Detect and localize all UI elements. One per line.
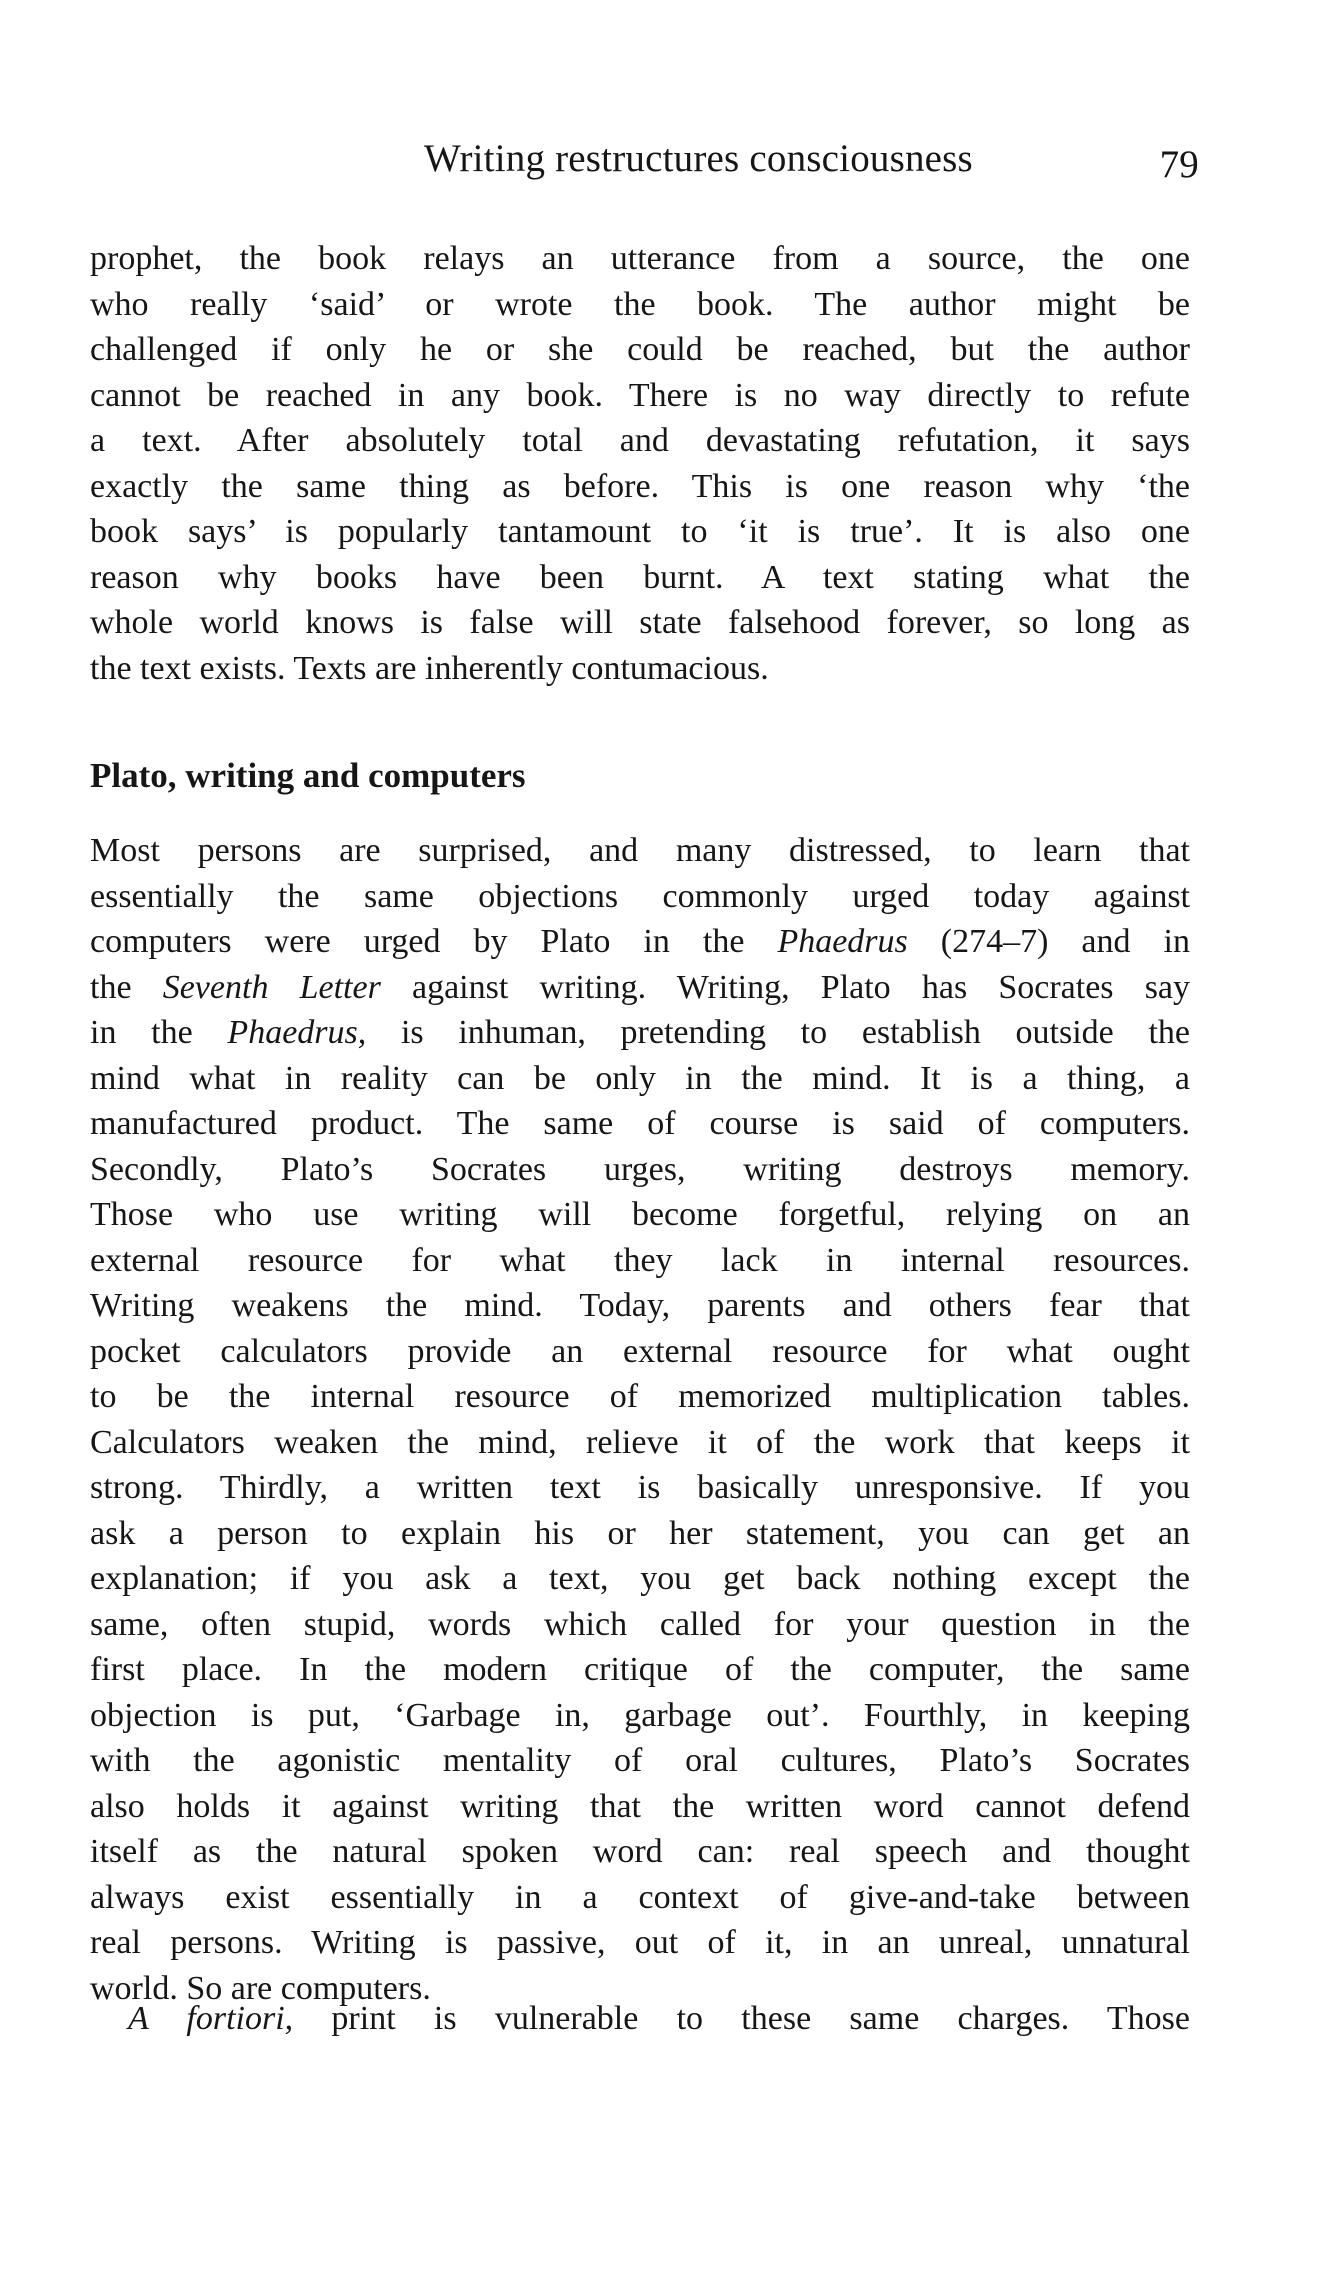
- text-line: A fortiori, print is vulnerable to these same charges. Those: [128, 2000, 1191, 2037]
- text-line: also holds it against writing that the written word cannot defend: [90, 1787, 1190, 1825]
- text-line: objection is put, ‘Garbage in, garbage out’. Fourthly, in keeping: [90, 1696, 1190, 1734]
- text-line: Those who use writing will become forgetful, relying on an: [90, 1196, 1190, 1233]
- text-line: ask a person to explain his or her statement, you can get an: [90, 1514, 1190, 1552]
- text-line: itself as the natural spoken word can: real speech and thought: [90, 1833, 1190, 1870]
- text-line: a text. After absolutely total and devastating refutation, it says: [90, 422, 1190, 459]
- text-line: computers were urged by Plato in the Phaedrus (274–7) and in: [90, 923, 1190, 960]
- text-line: external resource for what they lack in internal resources.: [90, 1241, 1190, 1279]
- text-line: same, often stupid, words which called for your question in the: [90, 1605, 1190, 1643]
- text-line: cannot be reached in any book. There is no way directly to refute: [90, 376, 1190, 414]
- text-line: challenged if only he or she could be reached, but the author: [90, 331, 1190, 368]
- text-line: mind what in reality can be only in the mind. It is a thing, a: [90, 1059, 1190, 1097]
- page-number: 79: [1159, 143, 1199, 186]
- text-line: manufactured product. The same of course is said of computers.: [90, 1105, 1190, 1142]
- text-line: book says’ is popularly tantamount to ‘it is true’. It is also one: [90, 513, 1190, 550]
- text-line: who really ‘said’ or wrote the book. The author might be: [90, 285, 1190, 323]
- text-line: to be the internal resource of memorized multiplication tables.: [90, 1378, 1190, 1415]
- running-head: [424, 136, 1199, 196]
- text-line: pocket calculators provide an external resource for what ought: [90, 1332, 1190, 1370]
- text-line: always exist essentially in a context of give-and-take between: [90, 1878, 1190, 1916]
- text-line: whole world knows is false will state falsehood forever, so long as: [90, 604, 1190, 641]
- paragraph-1: [90, 236, 1190, 691]
- text-line: Calculators weaken the mind, relieve it of the work that keeps it: [90, 1423, 1190, 1461]
- text-line: reason why books have been burnt. A text stating what the: [90, 558, 1190, 596]
- text-line: in the Phaedrus, is inhuman, pretending to establish outside the: [90, 1014, 1190, 1051]
- paragraph-3: [90, 1996, 1190, 2042]
- text-line: strong. Thirdly, a written text is basically unresponsive. If you: [90, 1469, 1190, 1506]
- text-line: Most persons are surprised, and many distressed, to learn that: [90, 832, 1190, 869]
- section-heading: Plato, writing and computers: [90, 756, 526, 795]
- text-line: essentially the same objections commonly urged today against: [90, 877, 1190, 915]
- text-line: the Seventh Letter against writing. Writing, Plato has Socrates say: [90, 968, 1191, 1006]
- text-line: the text exists. Texts are inherently contumacious.: [90, 649, 769, 687]
- paragraph-2: [90, 828, 1190, 2011]
- text-line: exactly the same thing as before. This is one reason why ‘the: [90, 467, 1190, 505]
- text-line: explanation; if you ask a text, you get back nothing except the: [90, 1560, 1190, 1597]
- text-line: with the agonistic mentality of oral cultures, Plato’s Socrates: [90, 1742, 1190, 1779]
- text-line: Writing weakens the mind. Today, parents and others fear that: [90, 1287, 1190, 1324]
- text-line: world. So are computers.: [90, 1969, 431, 2007]
- text-line: first place. In the modern critique of the computer, the same: [90, 1651, 1190, 1688]
- running-head-title: Writing restructures consciousness: [424, 137, 973, 180]
- text-line: Secondly, Plato’s Socrates urges, writing destroys memory.: [90, 1150, 1190, 1188]
- text-line: prophet, the book relays an utterance from a source, the one: [90, 240, 1190, 277]
- text-line: real persons. Writing is passive, out of it, in an unreal, unnatural: [90, 1924, 1190, 1961]
